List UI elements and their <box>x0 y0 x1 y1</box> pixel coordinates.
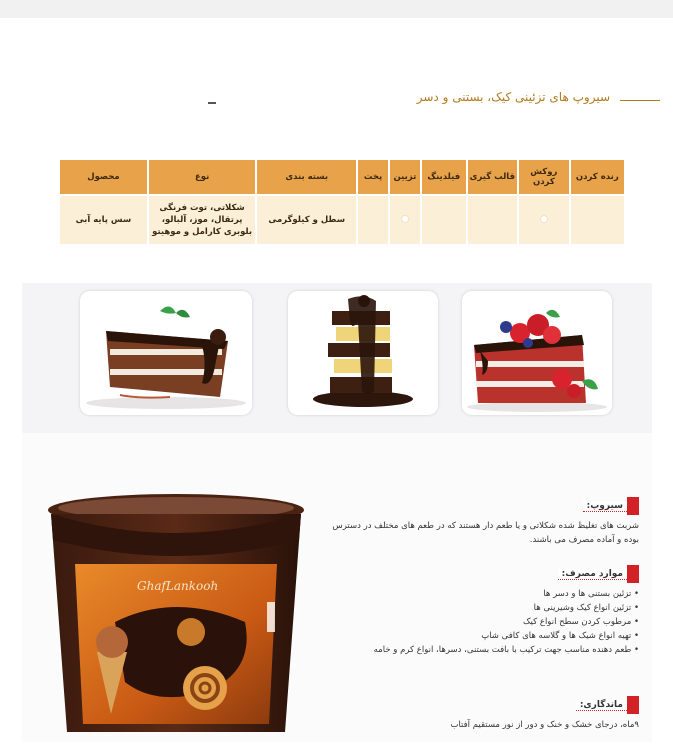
cell-mould <box>468 196 517 244</box>
shelf-life-label: ماندگاری: <box>576 700 627 711</box>
spec-table <box>58 158 626 246</box>
list-item: • تزئین انواع کیک وشیرینی ها <box>329 601 639 615</box>
col-header: محصول <box>60 160 147 194</box>
bucket-brand-text: GhafLankooh <box>137 579 219 593</box>
red-marker <box>627 565 639 583</box>
shelf-life-text: ۹ماه، درجای خشک و خنک و دور از نور مستقیم آفتاب <box>450 720 639 730</box>
table-header-row <box>60 160 624 194</box>
check-dot-icon <box>402 216 408 222</box>
col-header: قالب گیری <box>468 160 517 194</box>
page-title: سیروپ های تزئینی کیک، بستنی و دسر <box>416 90 610 104</box>
syrup-text: شربت های تغلیظ شده شکلاتی و یا طعم دار هستند که در طعم های مختلف در دسترس بوده و آماده مصرف می باشند. <box>332 521 639 545</box>
col-header: پخت <box>358 160 388 194</box>
berry-cake-photo <box>462 291 612 415</box>
product-bucket-image <box>45 492 307 742</box>
uses-header <box>329 565 639 583</box>
cell-packaging: سطل و کیلوگرمی <box>257 196 356 244</box>
uses-section <box>329 565 639 657</box>
col-header: تزیین <box>390 160 420 194</box>
uses-label: موارد مصرف: <box>558 569 627 580</box>
cell-coat <box>519 196 569 244</box>
syrup-section <box>329 497 639 547</box>
title-dash <box>208 102 216 104</box>
col-header: نوع <box>149 160 255 194</box>
shelf-life-section <box>329 696 639 732</box>
col-header: روکش کردن <box>519 160 569 194</box>
red-marker <box>627 497 639 515</box>
col-header: رنده کردن <box>571 160 624 194</box>
cell-type: شکلاتی، توت فرنگی پرتقال، موز، آلبالو، بلوبری کارامل و موهیتو <box>149 196 255 244</box>
list-item: • مرطوب کردن سطح انواع کیک <box>329 615 639 629</box>
stacked-cake-photo <box>288 291 438 415</box>
list-item: • تهیه انواع شیک ها و گلاسه های کافی شاپ <box>329 629 639 643</box>
check-dot-icon <box>541 216 547 222</box>
cell-grate <box>571 196 624 244</box>
cell-decor <box>390 196 420 244</box>
table-row <box>60 196 624 244</box>
title-line <box>620 100 660 101</box>
syrup-label: سیروپ: <box>583 501 627 512</box>
cell-filling <box>422 196 466 244</box>
red-marker <box>627 696 639 714</box>
list-item: • تزئین بستنی ها و دسر ها <box>329 587 639 601</box>
shelf-life-header <box>329 696 639 714</box>
cell-bake <box>358 196 388 244</box>
title-row <box>200 90 660 114</box>
cell-product: سس پایه آبی <box>60 196 147 244</box>
top-bar <box>0 0 673 18</box>
list-item: • طعم دهنده مناسب جهت ترکیب با بافت بستنی، دسرها، انواع کرم و خامه <box>329 643 639 657</box>
col-header: فیلدینگ <box>422 160 466 194</box>
uses-list <box>329 587 639 657</box>
syrup-header <box>329 497 639 515</box>
col-header: بسته بندی <box>257 160 356 194</box>
cake-slice-photo <box>80 291 252 415</box>
